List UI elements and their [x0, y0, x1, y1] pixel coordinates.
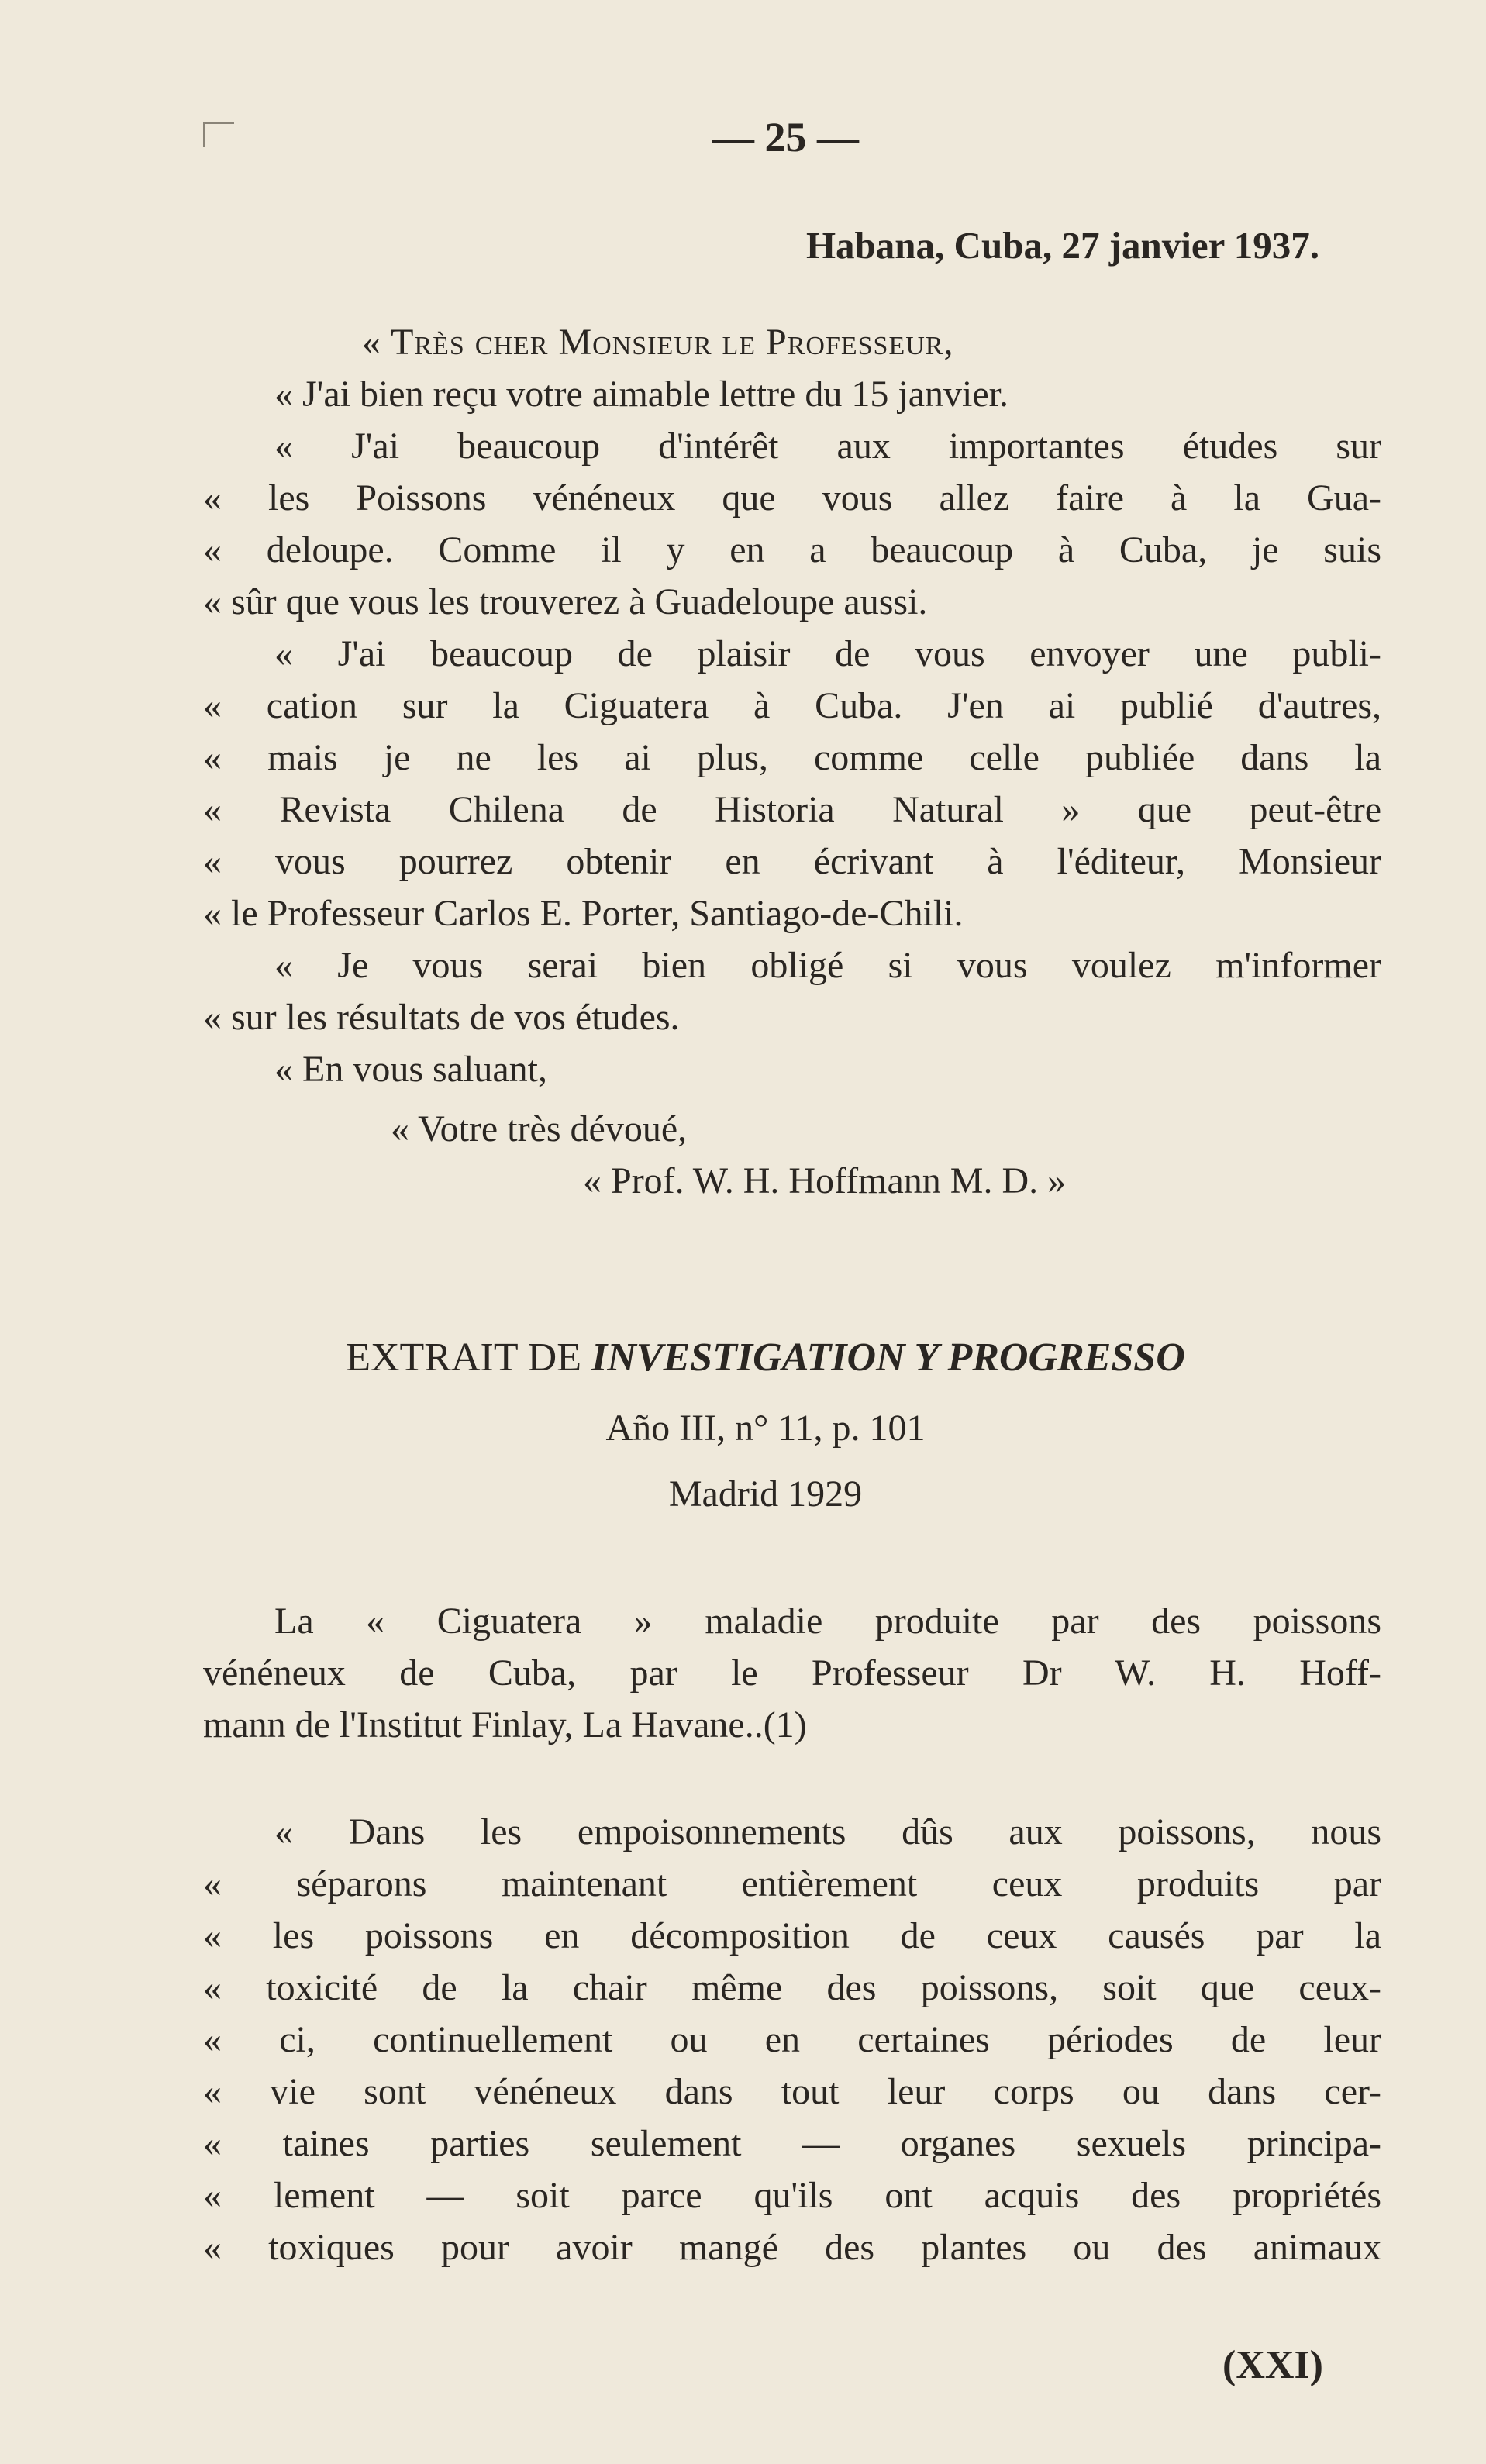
body-line: « toxicité de la chair même des poissons, soit que ceux- [203, 1967, 1381, 2008]
letter-line: « J'ai beaucoup d'intérêt aux importantes études sur [274, 426, 1381, 467]
article-intro [203, 1595, 1381, 1751]
letter-line: « mais je ne les ai plus, comme celle publiée dans la [203, 737, 1381, 778]
body-line: « Dans les empoisonnements dûs aux poissons, nous [274, 1811, 1381, 1852]
letter-dateline: Habana, Cuba, 27 janvier 1937. [805, 224, 1319, 267]
intro-line: vénéneux de Cuba, par le Professeur Dr W. H. Hoff- [203, 1652, 1381, 1694]
intro-line: mann de l'Institut Finlay, La Havane..(1) [203, 1704, 807, 1745]
body-line: « séparons maintenant entièrement ceux produits par [203, 1863, 1381, 1904]
letter-line: « J'ai bien reçu votre aimable lettre du 15 janvier. [274, 374, 1008, 415]
letter-signature: « Prof. W. H. Hoffmann M. D. » [583, 1160, 1067, 1201]
letter-line: « Je vous serai bien obligé si vous voulez m'informer [274, 945, 1381, 986]
body-line: « toxiques pour avoir mangé des plantes ou des animaux [203, 2227, 1381, 2268]
page-number: — 25 — [712, 114, 859, 160]
letter-line: « les Poissons vénéneux que vous allez faire à la Gua- [203, 477, 1381, 519]
body-line: « lement — soit parce qu'ils ont acquis des propriétés [203, 2175, 1381, 2216]
letter-line: « le Professeur Carlos E. Porter, Santiago-de-Chili. [203, 893, 964, 934]
letter-salutation: « Très cher Monsieur le Professeur, [362, 322, 954, 363]
letter-line: « sûr que vous les trouverez à Guadeloupe aussi. [203, 581, 928, 622]
letter-line: « J'ai beaucoup de plaisir de vous envoyer une publi- [274, 633, 1381, 674]
body-line: « vie sont vénéneux dans tout leur corps ou dans cer- [203, 2071, 1381, 2112]
letter-line: « En vous saluant, [274, 1049, 547, 1090]
body-line: « taines parties seulement — organes sexuels principa- [203, 2123, 1381, 2164]
letter-line: « Revista Chilena de Historia Natural » que peut-être [203, 789, 1381, 830]
extract-heading [0, 1335, 1486, 1380]
article-body [203, 1806, 1381, 2273]
letter-closing: « Votre très dévoué, [391, 1108, 688, 1149]
intro-line: La « Ciguatera » maladie produite par des poissons [274, 1601, 1381, 1642]
extract-issue: Año III, n° 11, p. 101 [605, 1408, 926, 1449]
extract-heading-title: INVESTIGATION Y PROGRESSO [591, 1335, 1185, 1380]
letter-line: « sur les résultats de vos études. [203, 997, 680, 1038]
letter-body [203, 316, 1381, 1207]
letter-line: « vous pourrez obtenir en écrivant à l'éditeur, Monsieur [203, 841, 1381, 882]
signature-mark: (XXI) [1222, 2343, 1323, 2387]
body-line: « les poissons en décomposition de ceux causés par la [203, 1915, 1381, 1956]
body-line: « ci, continuellement ou en certaines périodes de leur [203, 2019, 1381, 2060]
extract-heading-prefix: EXTRAIT DE [346, 1335, 581, 1380]
letter-line: « cation sur la Ciguatera à Cuba. J'en ai publié d'autres, [203, 685, 1381, 726]
extract-place-year: Madrid 1929 [668, 1473, 863, 1515]
letter-line: « deloupe. Comme il y en a beaucoup à Cuba, je suis [203, 529, 1381, 570]
